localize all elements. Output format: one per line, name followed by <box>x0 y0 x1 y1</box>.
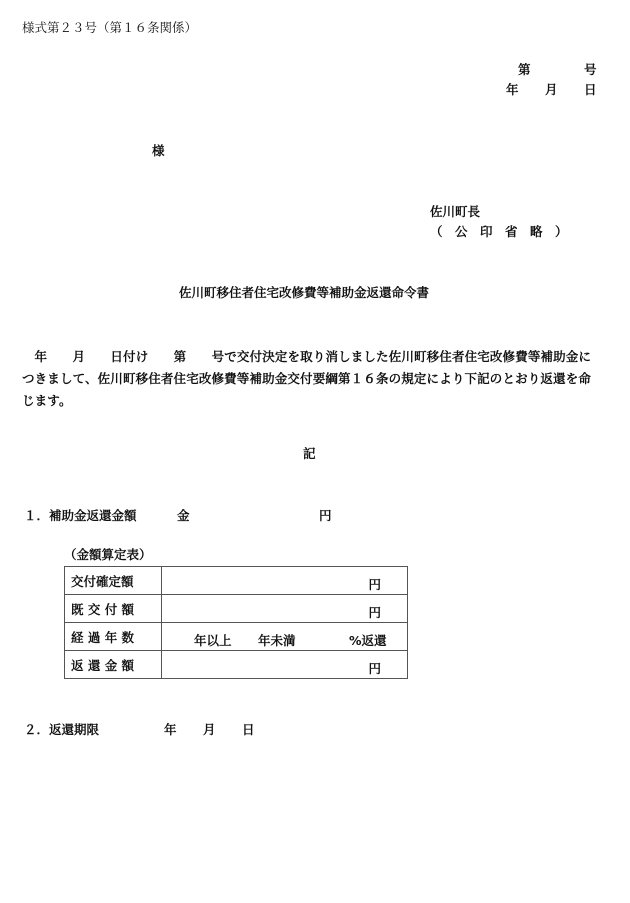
table-row <box>65 567 408 595</box>
row-label-return: 返 還 金 額 <box>65 651 162 679</box>
row-label-confirmed: 交付確定額 <box>65 567 162 595</box>
value-cell-paid <box>162 595 408 623</box>
years-over: 年以上 <box>194 633 232 648</box>
value-cell-return <box>162 651 408 679</box>
item1-yen: 円 <box>319 508 332 523</box>
issuer-seal: （ 公 印 省 略 ） <box>430 224 568 239</box>
value-cell-confirmed <box>162 567 408 595</box>
document-title: 佐川町移住者住宅改修費等補助金返還命令書 <box>179 285 430 300</box>
header-tsuki: 月 <box>545 82 558 97</box>
unit-yen: 円 <box>368 661 381 676</box>
percent-return: %返還 <box>349 633 387 648</box>
header-dai: 第 <box>518 62 531 77</box>
ki-label: 記 <box>303 446 316 461</box>
header-nen: 年 <box>506 82 519 97</box>
body-paragraph: 年 月 日付け 第 号で交付決定を取り消しました佐川町移住者住宅改修費等補助金につきまして、佐川町移住者住宅改修費等補助金交付要綱第１６条の規定により下記のとおり返還を命じます。 <box>22 349 592 408</box>
item2-hi: 日 <box>242 722 255 737</box>
unit-yen: 円 <box>368 577 381 592</box>
table-row <box>65 623 408 651</box>
header-hi: 日 <box>584 82 597 97</box>
item2-tsuki: 月 <box>203 722 216 737</box>
amount-calculation-table <box>64 566 408 679</box>
unit-yen: 円 <box>368 605 381 620</box>
addressee-suffix: 様 <box>152 143 165 158</box>
value-cell-elapsed <box>162 623 408 651</box>
header-go: 号 <box>584 62 597 77</box>
issuer-name: 佐川町長 <box>430 204 481 219</box>
item2-label: ２．返還期限 <box>24 722 100 737</box>
item1-label: １．補助金返還金額 <box>24 508 137 523</box>
form-number: 様式第２３号（第１６条関係） <box>22 20 198 35</box>
row-label-paid: 既 交 付 額 <box>65 595 162 623</box>
item2-nen: 年 <box>164 722 177 737</box>
table-row <box>65 651 408 679</box>
years-under: 年未満 <box>258 633 296 648</box>
table-row <box>65 595 408 623</box>
item1-kin: 金 <box>177 508 190 523</box>
table-caption: （金額算定表） <box>64 547 152 562</box>
row-label-elapsed: 経 過 年 数 <box>65 623 162 651</box>
